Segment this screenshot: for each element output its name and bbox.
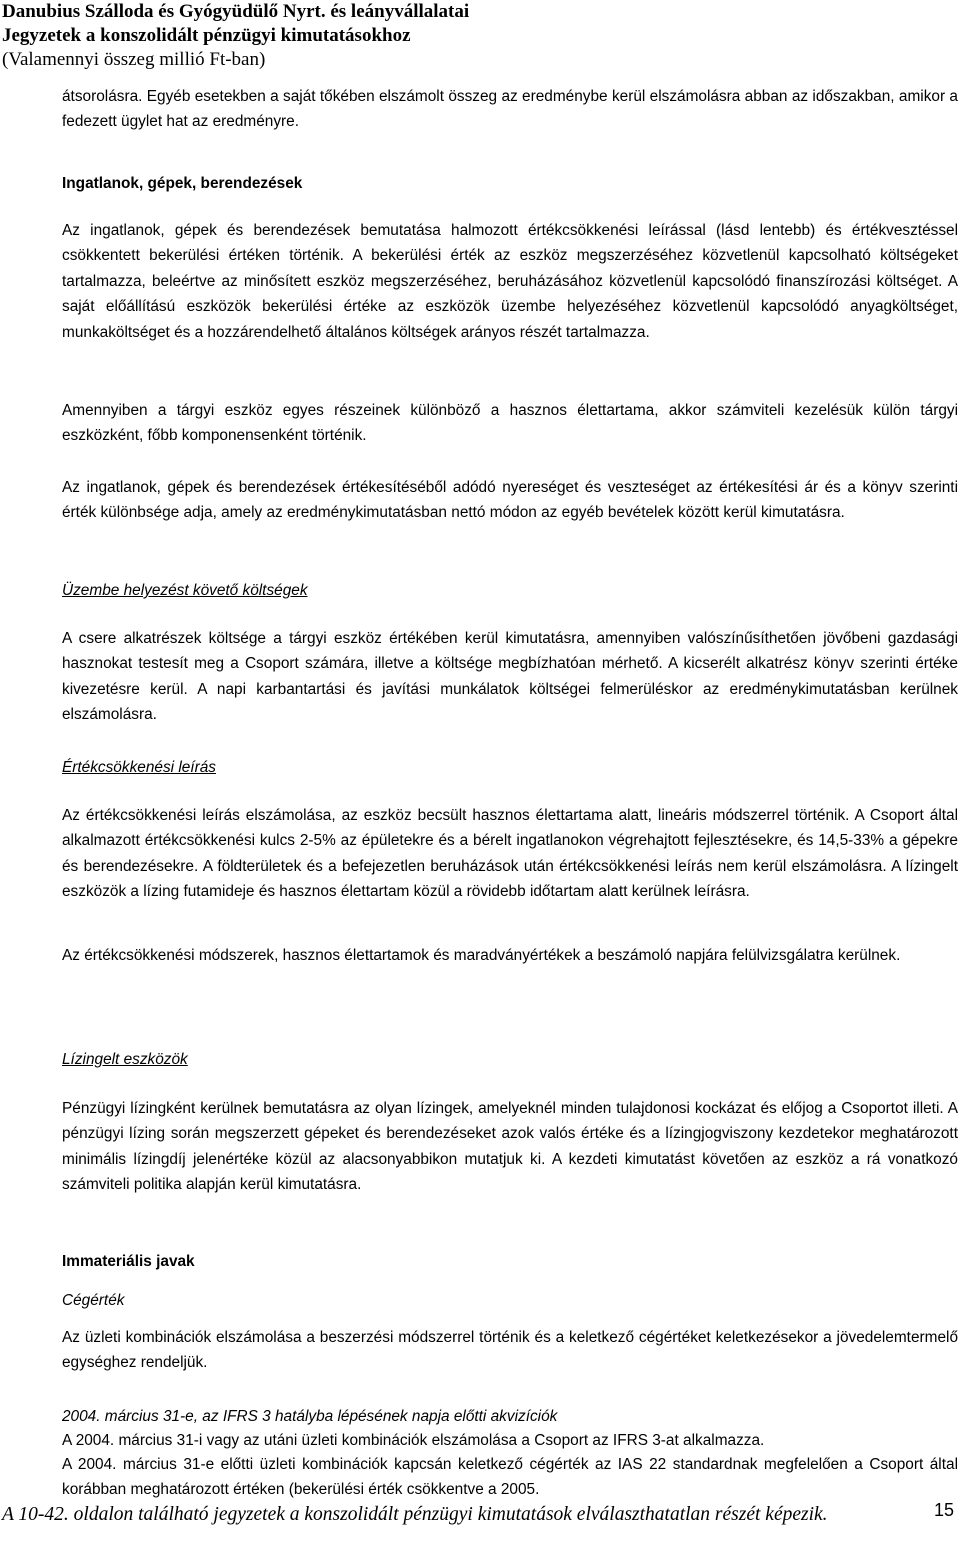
paragraph-disposal: Az ingatlanok, gépek és berendezések értékesítéséből adódó nyereséget és veszteséget az értékesítési ár és a könyv szerinti érték különbsége adja, amely az eredménykimutatásban nettó módon az egyéb bevételek között kerül kimutatásra. — [62, 479, 958, 522]
page-header — [2, 0, 469, 72]
document-title: Jegyzetek a konszolidált pénzügyi kimutatásokhoz — [2, 25, 411, 46]
footer-note: A 10-42. oldalon található jegyzetek a konszolidált pénzügyi kimutatások elválaszthatatlan részét képezik. — [2, 1504, 828, 1525]
paragraph-leasing: Pénzügyi lízingként kerülnek bemutatásra az olyan lízingek, amelyeknél minden tulajdonosi kockázat és előjog a Csoportot illeti. A pénzügyi lízing során megszerzett gépeket és berendezéseket azok valós értéke és a lízingjogviszony kezdetekor meghatározott minimális lízingdíj jelenértéke közül az alacsonyabbikon mutatjuk ki. A kezdeti kimutatást követően az eszköz a rá vonatkozó számviteli politika alapján kerül kimutatásra. — [62, 1100, 958, 1194]
paragraph-depreciation-review: Az értékcsökkenési módszerek, hasznos élettartamok és maradványértékek a beszámoló napjára felülvizsgálatra kerülnek. — [62, 947, 901, 964]
paragraph-ifrs3-after: A 2004. március 31-i vagy az utáni üzleti kombinációk elszámolása a Csoport az IFRS 3-at alkalmazza. — [62, 1432, 765, 1449]
paragraph-ias22-before: A 2004. március 31-e előtti üzleti kombinációk kapcsán keletkező cégérték az IAS 22 standardnak megfelelően a Csoport által korábban meghatározott értéken (bekerülési érték csökkentve a 2005. — [62, 1456, 958, 1499]
paragraph-goodwill: Az üzleti kombinációk elszámolása a beszerzési módszerrel történik és a keletkező cégértéket keletkezésekor a jövedelemtermelő egységhez rendeljük. — [62, 1329, 958, 1372]
heading-lizing: Lízingelt eszközök — [62, 1051, 188, 1068]
heading-ertekcsokkenes: Értékcsökkenési leírás — [62, 759, 216, 776]
paragraph-subsequent-costs: A csere alkatrészek költsége a tárgyi eszköz értékében kerül kimutatásra, amennyiben valószínűsíthetően jövőbeni gazdasági hasznokat testesít meg a Csoport számára, illetve a költsége megbízhatóan mérhető. A kicserélt alkatrész könyv szerinti értéke kivezetésre kerül. A napi karbantartási és javítási munkálatok költségei felmerüléskor az eredménykimutatásban kerülnek elszámolásra. — [62, 630, 958, 724]
paragraph-hedge-continued: átsorolásra. Egyéb esetekben a saját tőkében elszámolt összeg az eredménybe kerül elszámolásra abban az időszakban, amikor a fedezett ügylet hat az eredményre. — [62, 88, 958, 131]
heading-2004-acquisitions: 2004. március 31-e, az IFRS 3 hatályba lépésének napja előtti akvizíciók — [62, 1408, 558, 1425]
heading-uzembe-helyezes: Üzembe helyezést követő költségek — [62, 582, 308, 599]
heading-immaterialis: Immateriális javak — [62, 1253, 195, 1270]
company-name: Danubius Szálloda és Gyógyüdülő Nyrt. és leányvállalatai — [2, 1, 470, 22]
units-note: (Valamennyi összeg millió Ft-ban) — [2, 49, 266, 70]
paragraph-components: Amennyiben a tárgyi eszköz egyes részeinek különböző a hasznos élettartama, akkor számviteli kezelésük külön tárgyi eszközként, főbb komponensenként történik. — [62, 402, 958, 445]
paragraph-ingatlanok-cost: Az ingatlanok, gépek és berendezések bemutatása halmozott értékcsökkenési leírással (lásd lentebb) és értékvesztéssel csökkentett bekerülési értéken történik. A bekerülési érték az eszköz megszerzéséhez közvetlenül kapcsolható költségeket tartalmazza, beleértve az minősített eszköz megszerzéséhez, beruházásához közvetlenül kapcsolódó finanszírozási költséget. A saját előállítású eszközök bekerülési értéke az eszközök üzembe helyezéséhez közvetlenül kapcsolódó anyagköltséget, munkaköltséget és a hozzárendelhető általános költségek arányos részét tartalmazza. — [62, 222, 958, 341]
paragraph-depreciation: Az értékcsökkenési leírás elszámolása, az eszköz becsült hasznos élettartama alatt, lineáris módszerrel történik. A Csoport által alkalmazott értékcsökkenési kulcs 2-5% az épületekre és a bérelt ingatlanokon végrehajtott fejlesztésekre, és 14,5-33% a gépekre és berendezésekre. A földterületek és a befejezetlen beruházások után értékcsökkenési leírás nem kerül elszámolásra. A lízingelt eszközök a lízing futamideje és hasznos élettartam közül a rövidebb időtartam alatt kerülnek leírásra. — [62, 807, 958, 901]
page-number: 15 — [934, 1500, 955, 1520]
heading-ingatlanok: Ingatlanok, gépek, berendezések — [62, 175, 303, 192]
heading-cegertek: Cégérték — [62, 1292, 125, 1309]
